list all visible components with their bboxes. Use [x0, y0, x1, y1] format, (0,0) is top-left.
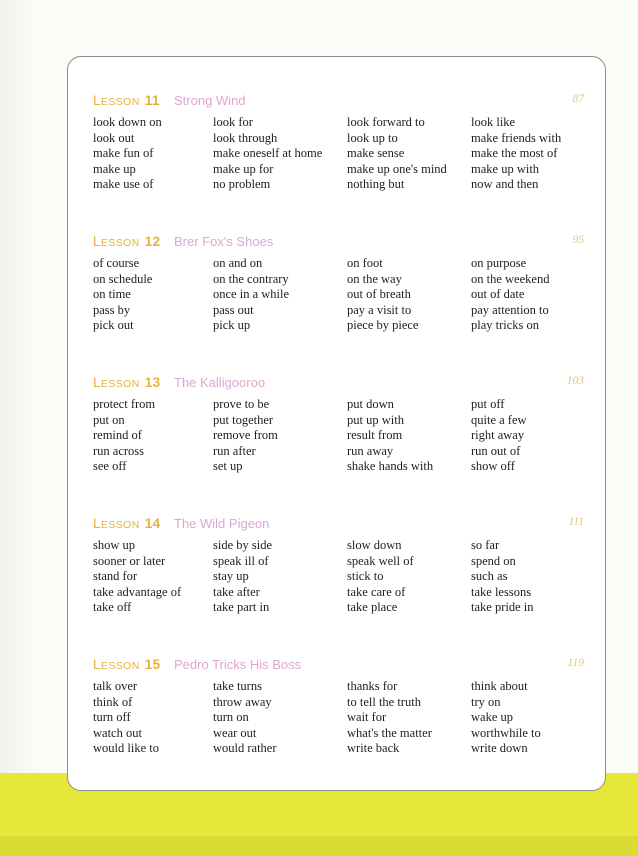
- phrase: wait for: [347, 710, 387, 724]
- phrase: take lessons: [471, 584, 532, 599]
- phrase-columns: [93, 397, 583, 477]
- phrase: think about: [471, 679, 528, 693]
- phrase: pay a visit to: [347, 302, 412, 317]
- phrase: result from: [347, 428, 403, 442]
- phrase: make fun of: [93, 146, 154, 160]
- phrase: on purpose: [471, 256, 527, 270]
- lesson-page-number: 103: [566, 375, 584, 387]
- phrase: side by side: [213, 538, 273, 552]
- phrase: wake up: [471, 710, 513, 724]
- phrase: pass by: [93, 302, 131, 317]
- lesson-header: [93, 375, 583, 395]
- footer-band-shadow: [0, 836, 638, 856]
- phrase: pick up: [213, 318, 251, 332]
- phrase: speak ill of: [213, 553, 269, 568]
- lesson-page-number: 87: [572, 93, 584, 105]
- phrase: take care of: [347, 584, 406, 599]
- phrase: run out of: [471, 443, 521, 458]
- phrase: pick out: [93, 318, 134, 332]
- phrase-column: [471, 115, 561, 193]
- lesson-label: [93, 375, 161, 390]
- phrase: shake hands with: [347, 459, 434, 473]
- phrase: on the contrary: [213, 271, 289, 286]
- phrase: on schedule: [93, 271, 153, 286]
- phrase-column: [93, 256, 152, 334]
- phrase-columns: [93, 256, 583, 336]
- phrase-column: [93, 397, 155, 475]
- phrase: protect from: [93, 397, 156, 411]
- lesson-title: Pedro Tricks His Boss: [174, 657, 302, 672]
- phrase: make sense: [347, 146, 405, 160]
- lesson-label: [93, 234, 161, 249]
- lesson-header: [93, 657, 583, 677]
- lesson-section: [93, 516, 583, 618]
- phrase: so far: [471, 538, 500, 552]
- phrase-columns: [93, 538, 583, 618]
- phrase: throw away: [213, 694, 272, 709]
- phrase: slow down: [347, 538, 402, 552]
- phrase: look through: [213, 130, 278, 145]
- phrase: on the weekend: [471, 271, 550, 286]
- phrase: such as: [471, 569, 508, 583]
- phrase: would like to: [93, 741, 159, 755]
- phrase: write back: [347, 741, 400, 755]
- phrase: to tell the truth: [347, 694, 421, 709]
- phrase: think of: [93, 694, 133, 709]
- phrase: make the most of: [471, 146, 558, 160]
- phrase: nothing but: [347, 177, 405, 191]
- phrase: on foot: [347, 256, 383, 270]
- lesson-label-prefix: LESSON: [93, 516, 140, 531]
- phrase: play tricks on: [471, 318, 540, 332]
- phrase: speak well of: [347, 553, 414, 568]
- phrase: spend on: [471, 553, 516, 568]
- phrase-column: [471, 256, 549, 334]
- lesson-header: [93, 516, 583, 536]
- lesson-label: [93, 657, 161, 672]
- phrase-column: [213, 115, 322, 193]
- lesson-header: [93, 234, 583, 254]
- phrase: remind of: [93, 428, 142, 442]
- lesson-label: [93, 93, 160, 108]
- lesson-number: 14: [144, 516, 161, 531]
- phrase: make friends with: [471, 130, 562, 145]
- phrase-column: [347, 256, 418, 334]
- phrase: make up with: [471, 161, 540, 176]
- phrase: quite a few: [471, 412, 527, 427]
- phrase: set up: [213, 459, 243, 473]
- phrase: stick to: [347, 569, 384, 583]
- phrase: run away: [347, 443, 394, 458]
- phrase: now and then: [471, 177, 539, 191]
- phrase: put together: [213, 412, 274, 427]
- phrase-column: [93, 679, 159, 757]
- phrase: out of breath: [347, 287, 411, 301]
- phrase: piece by piece: [347, 318, 419, 332]
- phrase: remove from: [213, 428, 278, 442]
- lesson-header: [93, 93, 583, 113]
- phrase-columns: [93, 115, 583, 195]
- phrase: try on: [471, 694, 501, 709]
- lesson-page-number: 119: [567, 657, 584, 669]
- lesson-label-prefix: LESSON: [93, 93, 140, 108]
- phrase: put up with: [347, 412, 404, 427]
- phrase: take advantage of: [93, 584, 182, 599]
- phrase: on time: [93, 287, 131, 301]
- phrase: prove to be: [213, 397, 270, 411]
- phrase: take place: [347, 600, 398, 614]
- lesson-number: 12: [144, 234, 161, 249]
- phrase: make up: [93, 161, 136, 176]
- phrase-columns: [93, 679, 583, 759]
- phrase-column: [213, 397, 278, 475]
- phrase: on the way: [347, 271, 402, 286]
- phrase: put down: [347, 397, 394, 411]
- phrase: look like: [471, 115, 516, 129]
- phrase: make up for: [213, 161, 274, 176]
- lesson-number: 15: [144, 657, 161, 672]
- lesson-section: [93, 234, 583, 336]
- lesson-section: [93, 375, 583, 477]
- phrase: right away: [471, 428, 525, 442]
- phrase: pass out: [213, 302, 254, 317]
- phrase: watch out: [93, 725, 142, 740]
- phrase: what's the matter: [347, 725, 432, 740]
- phrase: take off: [93, 600, 132, 614]
- phrase: no problem: [213, 177, 271, 191]
- phrase: thanks for: [347, 679, 398, 693]
- phrase-column: [93, 538, 181, 616]
- phrase: turn on: [213, 710, 249, 724]
- phrase-column: [471, 679, 541, 757]
- phrase: look for: [213, 115, 253, 129]
- phrase-column: [213, 538, 272, 616]
- phrase: look forward to: [347, 115, 425, 129]
- lesson-title: Brer Fox's Shoes: [174, 234, 274, 249]
- phrase-column: [347, 397, 433, 475]
- phrase: make oneself at home: [213, 146, 323, 160]
- phrase-column: [347, 679, 432, 757]
- phrase: pay attention to: [471, 302, 549, 317]
- phrase-column: [347, 538, 414, 616]
- phrase: put on: [93, 412, 125, 427]
- phrase-column: [347, 115, 447, 193]
- phrase: make use of: [93, 177, 154, 191]
- phrase: once in a while: [213, 287, 290, 301]
- lesson-section: [93, 93, 583, 195]
- phrase: stay up: [213, 569, 249, 583]
- phrase: take turns: [213, 679, 262, 693]
- phrase: write down: [471, 741, 528, 755]
- phrase: show off: [471, 459, 515, 473]
- lesson-label-prefix: LESSON: [93, 234, 140, 249]
- phrase: see off: [93, 459, 127, 473]
- phrase-column: [471, 397, 527, 475]
- phrase: of course: [93, 256, 140, 270]
- phrase: put off: [471, 397, 505, 411]
- lesson-label: [93, 516, 161, 531]
- lesson-page-number: 111: [568, 516, 584, 528]
- phrase: take part in: [213, 600, 270, 614]
- lesson-page-number: 95: [572, 234, 584, 246]
- lesson-number: 11: [144, 93, 160, 108]
- lesson-number: 13: [144, 375, 161, 390]
- phrase: talk over: [93, 679, 138, 693]
- phrase: look up to: [347, 130, 398, 145]
- book-gutter: [0, 0, 34, 856]
- phrase-column: [93, 115, 162, 193]
- phrase: on and on: [213, 256, 263, 270]
- phrase: run after: [213, 443, 256, 458]
- lesson-label-prefix: LESSON: [93, 375, 140, 390]
- phrase: make up one's mind: [347, 161, 447, 176]
- phrase: would rather: [213, 741, 277, 755]
- phrase: stand for: [93, 569, 138, 583]
- phrase: look out: [93, 130, 135, 145]
- lesson-title: Strong Wind: [174, 93, 246, 108]
- phrase: turn off: [93, 710, 131, 724]
- phrase: run across: [93, 443, 145, 458]
- lesson-label-prefix: LESSON: [93, 657, 140, 672]
- phrase: out of date: [471, 287, 525, 301]
- phrase: wear out: [213, 725, 257, 740]
- lesson-title: The Kalligooroo: [174, 375, 266, 390]
- phrase-column: [213, 679, 277, 757]
- phrase: sooner or later: [93, 553, 166, 568]
- lesson-title: The Wild Pigeon: [174, 516, 270, 531]
- phrase: take pride in: [471, 600, 534, 614]
- phrase: worthwhile to: [471, 725, 541, 740]
- phrase: take after: [213, 584, 260, 599]
- phrase-column: [213, 256, 289, 334]
- phrase-column: [471, 538, 533, 616]
- phrase: look down on: [93, 115, 162, 129]
- phrase: show up: [93, 538, 136, 552]
- lesson-section: [93, 657, 583, 759]
